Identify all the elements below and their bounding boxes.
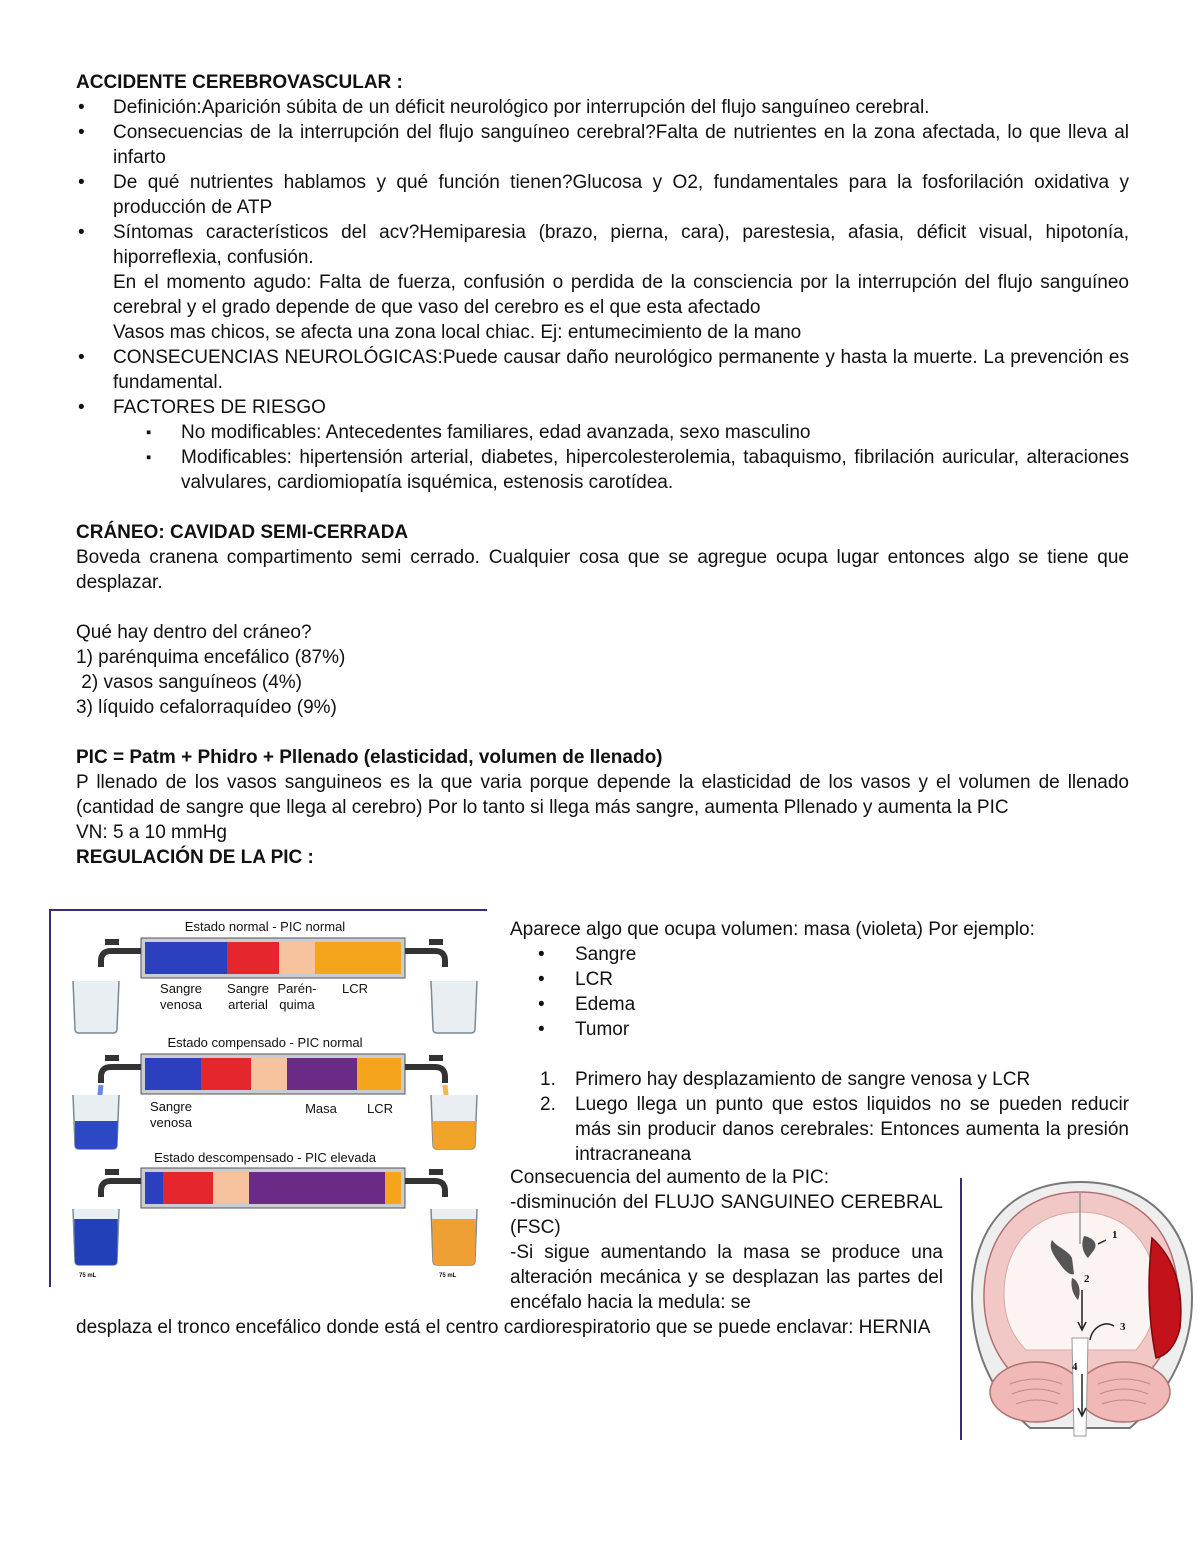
pic-states-diagram (49, 909, 487, 1287)
label-venous-1: Sangre (160, 981, 202, 996)
beaker-icon (431, 981, 477, 1033)
cerebellum-right (1078, 1362, 1170, 1422)
list-item: ▪ Modificables: hipertensión arterial, diabetes, hipercolesterolemia, tabaquismo, fibrilación auricular, alteraciones valvulares, cardiomiopatía isquémica, estenosis carotídea. (144, 445, 1129, 495)
mass-explanation (510, 917, 1129, 1167)
section-title-craneo: CRÁNEO: CAVIDAD SEMI-CERRADA (76, 522, 409, 543)
list-item: • Consecuencias de la interrupción del flujo sanguíneo cerebral?Falta de nutrientes en la zona afectada, lo que lleva al infarto (76, 120, 1129, 170)
segment-csf (315, 942, 401, 974)
state-normal (73, 919, 477, 1033)
label-2: 2 (1084, 1273, 1090, 1285)
label-venous-2: venosa (150, 1115, 192, 1130)
label-arterial-2: arterial (228, 997, 268, 1012)
segment-arterial-blood (201, 1058, 251, 1090)
paragraph: En el momento agudo: Falta de fuerza, confusión o perdida de la consciencia por la interrupción del flujo sanguíneo cerebral y el grado depende de que vaso del cerebro es el que esta afectado (113, 272, 1129, 318)
acv-bullet-list-2 (76, 345, 1129, 420)
paragraph: P llenado de los vasos sanguineos es la que varia porque depende la elasticidad de los vasos y el volumen de llenado (cantidad de sangre que llega al cerebro) Por lo tanto si llega más sangre, aumenta Pllenado y aumenta la PIC (76, 772, 1129, 818)
section-title-regulacion: REGULACIÓN DE LA PIC : (76, 847, 314, 868)
label-csf: LCR (341, 981, 369, 996)
segment-venous-blood (145, 942, 227, 974)
label-mass: Masa (305, 1101, 337, 1116)
step-text: Primero hay desplazamiento de sangre venosa y LCR (575, 1069, 1031, 1090)
cerebellum-left (990, 1362, 1082, 1422)
list-item: • CONSECUENCIAS NEUROLÓGICAS:Puede causar daño neurológico permanente y hasta la muerte. La prevención es fundamental. (76, 345, 1129, 395)
segment-arterial-blood (163, 1172, 213, 1204)
beaker-volume-label: 75 mL (79, 1273, 97, 1279)
beaker-venous-fill (74, 1219, 118, 1265)
state-normal-title: Estado normal - PIC normal (184, 919, 346, 934)
pic-consequences (510, 1165, 943, 1315)
list-item: 1) parénquima encefálico (87%) (76, 647, 346, 668)
segment-csf (385, 1172, 401, 1204)
beaker-icon (73, 981, 119, 1033)
list-item: • De qué nutrientes hablamos y qué función tienen?Glucosa y O2, fundamentales para la fosforilación oxidativa y producción de ATP (76, 170, 1129, 220)
faucet-icon (101, 951, 141, 967)
segment-venous-blood (145, 1058, 201, 1090)
document-body (76, 70, 1129, 870)
list-item: • Tumor (510, 1017, 1129, 1042)
beaker-csf-fill (432, 1219, 476, 1265)
label-venous-1: Sangre (150, 1099, 192, 1114)
segment-parenchyma (279, 942, 315, 974)
label-parenchyma-2: quima (279, 997, 315, 1012)
state-decompensated (73, 1150, 477, 1279)
list-item: • LCR (510, 967, 1129, 992)
brainstem (1072, 1338, 1088, 1436)
paragraph: -disminución del FLUJO SANGUINEO CEREBRAL (FSC) (510, 1192, 943, 1238)
segment-venous-blood (145, 1172, 163, 1204)
question-text: Qué hay dentro del cráneo? (76, 622, 312, 643)
step-text: Luego llega un punto que estos liquidos no se pueden reducir más sin producir danos cerebrales: Entonces aumenta la presión intracraneana (575, 1094, 1129, 1165)
brain-herniation-figure (960, 1178, 1200, 1440)
paragraph: desplaza el tronco encefálico donde está el centro cardiorespiratorio que se puede enclavar: HERNIA (76, 1317, 931, 1338)
label-arterial-1: Sangre (227, 981, 269, 996)
list-item: • Definición:Aparición súbita de un déficit neurológico por interrupción del flujo sanguíneo cerebral. (76, 95, 1129, 120)
section-title-acv: ACCIDENTE CEREBROVASCULAR : (76, 72, 403, 93)
state-decompensated-title: Estado descompensado - PIC elevada (154, 1150, 376, 1165)
faucet-icon (101, 1067, 141, 1083)
paragraph: Consecuencia del aumento de la PIC: (510, 1167, 829, 1188)
paragraph: Boveda cranena compartimento semi cerrado. Cualquier cosa que se agregue ocupa lugar entonces algo se tiene que desplazar. (76, 547, 1129, 593)
segment-parenchyma (213, 1172, 249, 1204)
list-item (510, 1067, 1129, 1092)
segment-csf (357, 1058, 401, 1090)
list-item: • Síntomas característicos del acv?Hemiparesia (brazo, pierna, cara), parestesia, afasia, déficit visual, hipotonía, hiporreflexia, confusión. (76, 220, 1129, 270)
label-parenchyma-1: Parén- (277, 981, 317, 996)
faucet-icon (405, 1067, 445, 1083)
segment-arterial-blood (227, 942, 279, 974)
list-item: 2) vasos sanguíneos (4%) (76, 672, 303, 693)
list-item: • Sangre (510, 942, 1129, 967)
list-item: • Edema (510, 992, 1129, 1017)
faucet-icon (405, 1181, 445, 1197)
list-item (510, 1092, 1129, 1167)
segment-mass (249, 1172, 385, 1204)
step-number: 2. (540, 1094, 556, 1115)
section-title-pic: PIC = Patm + Phidro + Pllenado (elasticidad, volumen de llenado) (76, 747, 663, 768)
label-venous-2: venosa (160, 997, 202, 1012)
beaker-venous-fill (75, 1121, 118, 1149)
pic-states-figure (49, 909, 487, 1287)
segment-parenchyma (251, 1058, 287, 1090)
paragraph: Vasos mas chicos, se afecta una zona local chiac. Ej: entumecimiento de la mano (113, 322, 802, 343)
label-csf: LCR (366, 1101, 394, 1116)
faucet-icon (405, 951, 445, 967)
label-1: 1 (1112, 1229, 1118, 1241)
brain-herniation-diagram (960, 1178, 1200, 1440)
state-compensated (73, 1035, 477, 1149)
list-item: ▪ No modificables: Antecedentes familiares, edad avanzada, sexo masculino (144, 420, 1129, 445)
beaker-volume-label: 75 mL (439, 1273, 457, 1279)
segment-mass (287, 1058, 357, 1090)
acv-bullet-list (76, 95, 1129, 270)
step-number: 1. (540, 1069, 556, 1090)
list-item: • FACTORES DE RIESGO (76, 395, 1129, 420)
label-3: 3 (1120, 1321, 1126, 1333)
state-compensated-title: Estado compensado - PIC normal (167, 1035, 363, 1050)
paragraph: Aparece algo que ocupa volumen: masa (violeta) Por ejemplo: (510, 919, 1035, 940)
list-item: 3) líquido cefalorraquídeo (9%) (76, 697, 337, 718)
faucet-icon (101, 1181, 141, 1197)
steps-list (510, 1067, 1129, 1167)
paragraph: -Si sigue aumentando la masa se produce una alteración mecánica y se desplazan las partes del encéfalo hacia la medula: se (510, 1242, 943, 1313)
beaker-csf-fill (432, 1121, 476, 1149)
mass-examples-list (510, 942, 1129, 1042)
risk-factor-list (76, 420, 1129, 495)
normal-value: VN: 5 a 10 mmHg (76, 822, 227, 843)
label-4: 4 (1072, 1361, 1078, 1373)
